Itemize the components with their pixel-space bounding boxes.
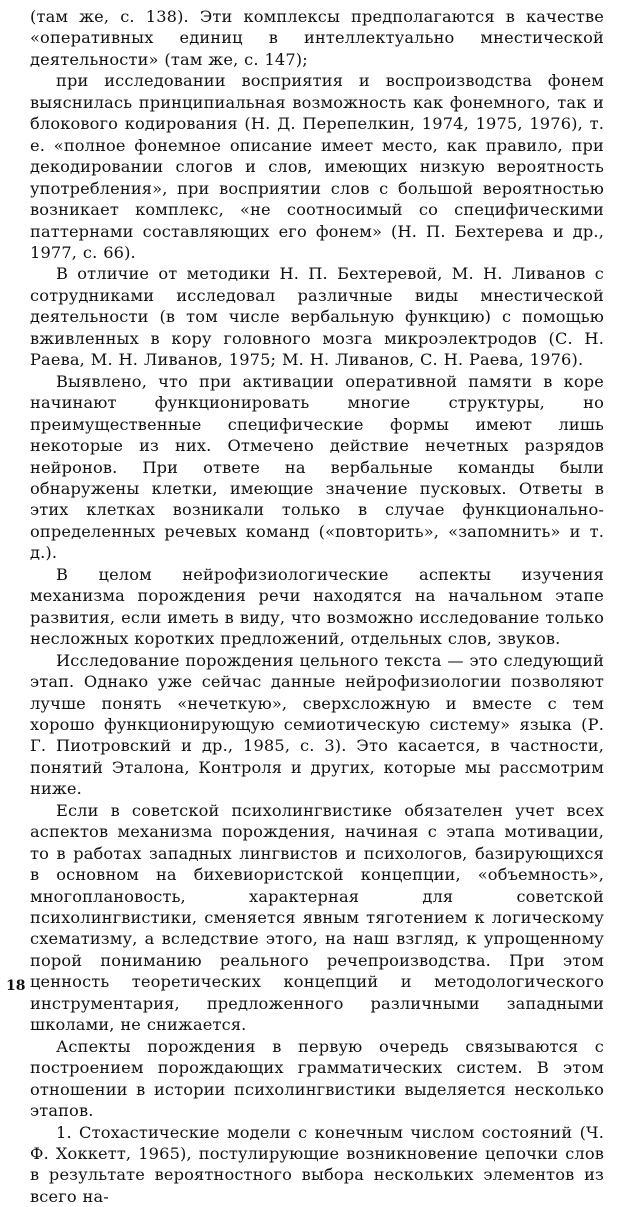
paragraph-4: Выявлено, что при активации оперативной памяти в коре начинают функционировать многие структуры, но преимущественные специфические формы имеют лишь некоторые из них. Отмечено действие нечетных разрядов нейронов. При ответе на вербальные команды были обнаружены клетки, имеющие значение пусковых. Ответы в этих клетках возникали только в случае функционально-определенных речевых команд («повторить», «запомнить» и т. д.). bbox=[30, 371, 604, 563]
paragraph-7: Если в советской психолингвистике обязателен учет всех аспектов механизма порождения, начиная с этапа мотивации, то в работах западных лингвистов и психологов, базирующихся в основном на бихевиористской концепции, «объемность», многоплановость, характерная для советской психолингвистики, сменяется явным тяготением к логическому схематизму, а вследствие этого, на наш взгляд, к упрощенному порой пониманию реального речепроизводства. При этом ценность теоретических концепций и методологического инструментария, предложенного различными западными школами, не снижается. bbox=[30, 800, 604, 1035]
paragraph-9: 1. Стохастические модели с конечным числом состояний (Ч. Ф. Хоккетт, 1965), постулирующие возникновение цепочки слов в результате вероятностного выбора нескольких элементов из всего на- bbox=[30, 1122, 604, 1206]
paragraph-6: Исследование порождения цельного текста — это следующий этап. Однако уже сейчас данные нейрофизиологии позволяют лучше понять «нечеткую», сверхсложную и вместе с тем хорошо функционирующую семиотическую систему» языка (Р. Г. Пиотровский и др., 1985, с. 3). Это касается, в частности, понятий Эталона, Контроля и других, которые мы рассмотрим ниже. bbox=[30, 650, 605, 799]
paragraph-3: В отличие от методики Н. П. Бехтеревой, М. Н. Ливанов с сотрудниками исследовал различные виды мнестической деятельности (в том числе вербальную функцию) с помощью вживленных в кору головного мозга микроэлектродов (С. Н. Раева, М. Н. Ливанов, 1975; М. Н. Ливанов, С. Н. Раева, 1976). bbox=[30, 264, 604, 370]
paragraph-1: (там же, с. 138). Эти комплексы предполагаются в качестве «оперативных единиц в интеллектуально мнестической деятельности» (там же, с. 147); bbox=[30, 7, 604, 69]
body-text bbox=[30, 6, 604, 1207]
paragraph-2: при исследовании восприятия и воспроизводства фонем выяснилась принципиальная возможность как фонемного, так и блокового кодирования (Н. Д. Перепелкин, 1974, 1975, 1976), т. е. «полное фонемное описание имеет место, как правило, при декодировании слогов и слов, имеющих низкую вероятность употребления», при восприятии слов с большой вероятностью возникает комплекс, «не соотносимый со специфическими паттернами составляющих его фонем» (Н. П. Бехтерева и др., 1977, с. 66). bbox=[30, 71, 604, 262]
paragraph-5: В целом нейрофизиологические аспекты изучения механизма порождения речи находятся на начальном этапе развития, если иметь в виду, что возможно исследование только несложных коротких предложений, отдельных слов, звуков. bbox=[30, 564, 604, 649]
page-number: 18 bbox=[6, 978, 26, 994]
paragraph-8: Аспекты порождения в первую очередь связываются с построением порождающих грамматических систем. В этом отношении в истории психолингвистики выделяется несколько этапов. bbox=[30, 1036, 604, 1121]
